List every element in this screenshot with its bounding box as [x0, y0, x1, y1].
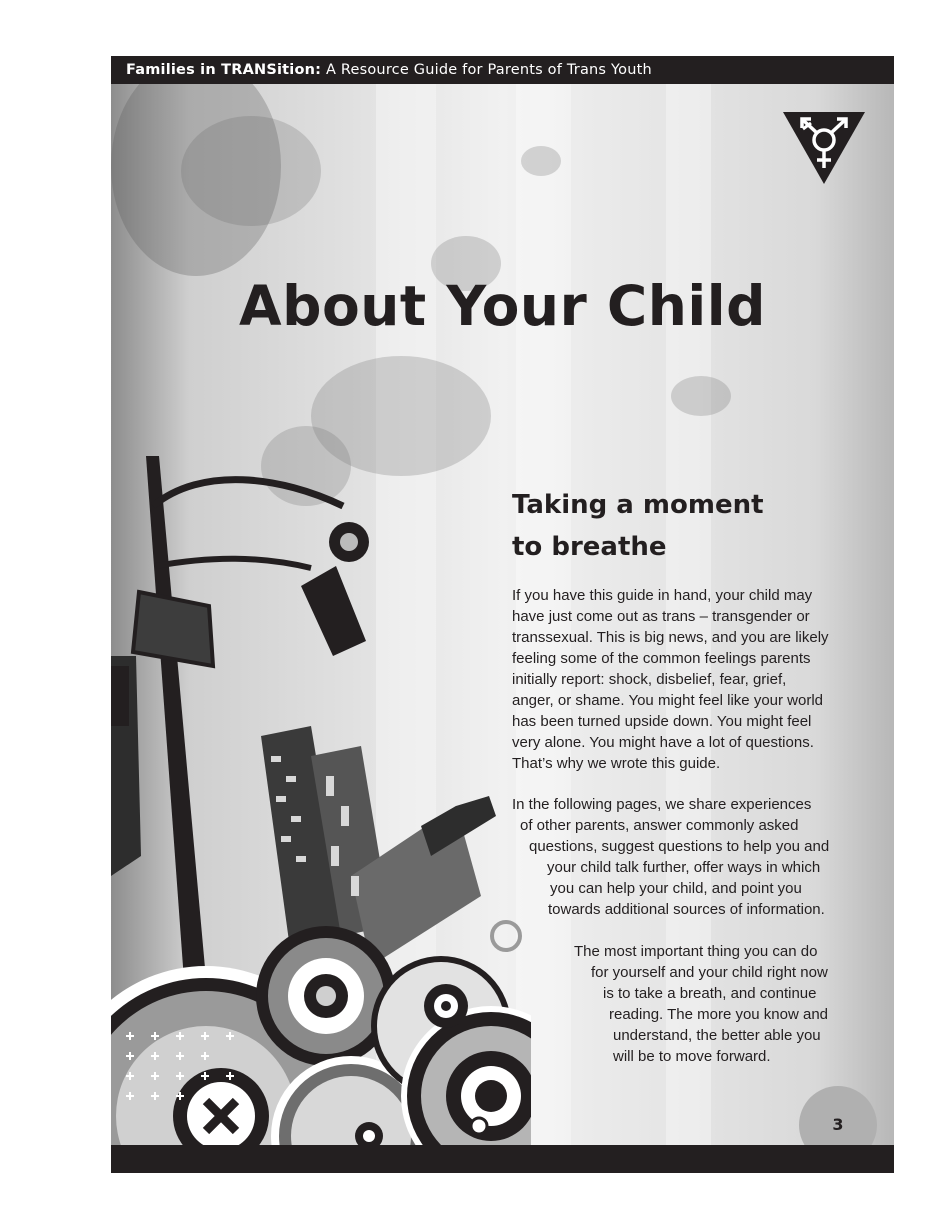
- running-header: [111, 56, 894, 84]
- series-subtitle: A Resource Guide for Parents of Trans Youth: [325, 62, 652, 78]
- urban-streetlight-collage-illustration: [111, 456, 531, 1146]
- text-line: you can help your child, and point you: [550, 880, 802, 897]
- section-heading-line: to breathe: [512, 532, 667, 562]
- page-number: 3: [832, 1115, 844, 1134]
- text-line: have just come out as trans – transgender or: [512, 608, 810, 625]
- circle-collage: [111, 922, 531, 1146]
- paint-splatter: [671, 376, 731, 416]
- text-line: your child talk further, offer ways in which: [547, 859, 821, 876]
- transgender-symbol-triangle-icon: [781, 110, 867, 186]
- text-line: initially report: shock, disbelief, fear, grief,: [512, 671, 787, 688]
- series-title: Families in TRANSition:: [126, 62, 322, 78]
- text-line: transsexual. This is big news, and you are likely: [512, 629, 829, 646]
- text-line: is to take a breath, and continue: [603, 985, 817, 1002]
- text-line: has been turned upside down. You might feel: [512, 713, 812, 730]
- document-page: [111, 56, 894, 1173]
- section-heading: [512, 484, 842, 568]
- text-line: In the following pages, we share experiences: [512, 796, 812, 813]
- text-line: understand, the better able you: [613, 1027, 821, 1044]
- text-line: That’s why we wrote this guide.: [512, 755, 721, 772]
- footer-bar: [111, 1145, 894, 1173]
- text-line: The most important thing you can do: [574, 943, 818, 960]
- section-heading-line: Taking a moment: [512, 490, 764, 520]
- body-paragraph-3: [512, 941, 828, 1067]
- text-line: will be to move forward.: [613, 1048, 771, 1065]
- paint-splatter: [111, 56, 281, 276]
- text-line: very alone. You might have a lot of questions.: [512, 734, 814, 751]
- text-line: feeling some of the common feelings parents: [512, 650, 811, 667]
- text-line: reading. The more you know and: [609, 1006, 829, 1023]
- body-paragraph-2: [512, 794, 829, 920]
- text-line: questions, suggest questions to help you and: [529, 838, 830, 855]
- text-line: anger, or shame. You might feel like your world: [512, 692, 824, 709]
- page-title: About Your Child: [239, 274, 766, 338]
- body-paragraph-1: [512, 585, 829, 774]
- text-line: for yourself and your child right now: [591, 964, 828, 981]
- text-line: of other parents, answer commonly asked: [520, 817, 799, 834]
- text-line: If you have this guide in hand, your child may: [512, 587, 813, 604]
- text-line: towards additional sources of information.: [548, 901, 825, 918]
- paint-splatter: [521, 146, 561, 176]
